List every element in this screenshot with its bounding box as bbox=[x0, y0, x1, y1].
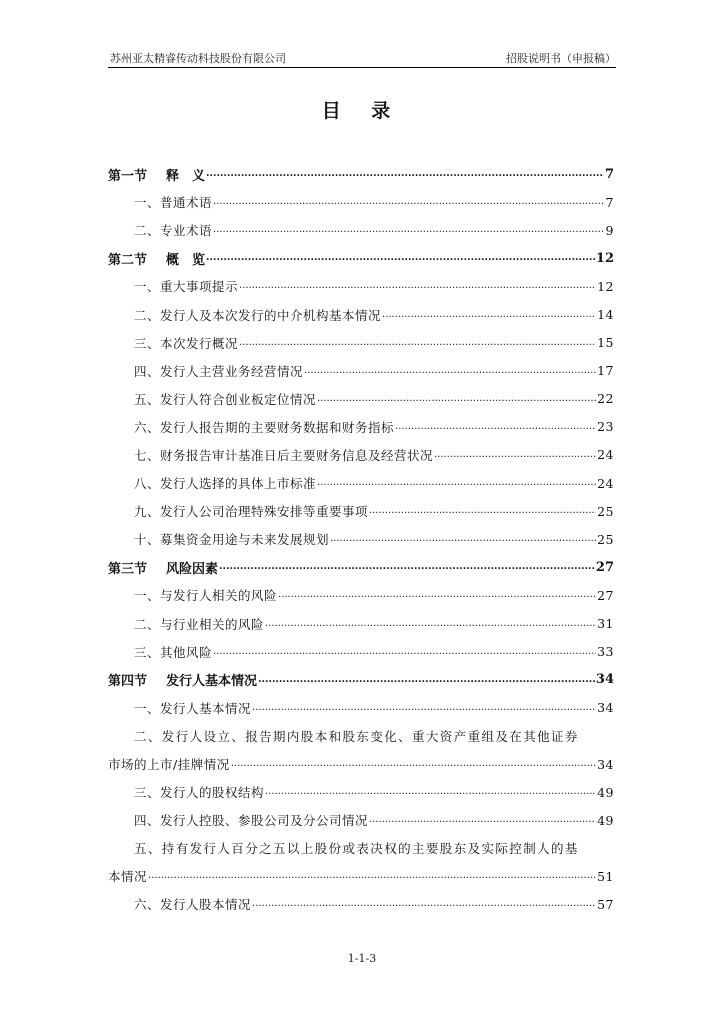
toc-entry-title: 市场的上市/挂牌情况 bbox=[108, 757, 230, 773]
toc-page-number: 57 bbox=[597, 896, 614, 912]
dot-leader bbox=[304, 364, 596, 378]
dot-leader bbox=[239, 336, 596, 350]
toc-page-number: 27 bbox=[595, 559, 614, 575]
toc-entry-title: 十、募集资金用途与未来发展规划 bbox=[134, 532, 330, 548]
toc-entry[interactable] bbox=[108, 188, 614, 216]
dot-leader bbox=[265, 785, 596, 799]
toc-entry-title: 二、与行业相关的风险 bbox=[134, 616, 265, 632]
dot-leader bbox=[369, 504, 596, 518]
toc-page-number: 34 bbox=[597, 756, 614, 772]
dot-leader bbox=[369, 813, 596, 827]
dot-leader bbox=[213, 223, 605, 237]
toc-entry[interactable] bbox=[108, 525, 614, 553]
toc-entry-title: 六、发行人股本情况 bbox=[134, 897, 252, 913]
toc-entry[interactable] bbox=[108, 581, 614, 609]
toc-entry[interactable] bbox=[108, 806, 614, 834]
dot-leader bbox=[382, 308, 596, 322]
toc-entry-title: 三、发行人的股权结构 bbox=[134, 785, 265, 801]
toc-entry[interactable] bbox=[108, 216, 614, 244]
toc-entry[interactable] bbox=[108, 300, 614, 328]
page-header bbox=[108, 50, 616, 66]
toc-entry-title: 释 义 bbox=[166, 168, 206, 184]
toc-page-number: 25 bbox=[597, 503, 614, 519]
toc-page-number: 49 bbox=[597, 784, 614, 800]
toc-page-number: 33 bbox=[597, 644, 614, 660]
toc-entry-title: 三、本次发行概况 bbox=[134, 335, 239, 351]
toc-entry[interactable] bbox=[108, 385, 614, 413]
toc-entry[interactable] bbox=[108, 413, 614, 441]
dot-leader bbox=[206, 167, 604, 181]
toc-section-entry[interactable] bbox=[108, 553, 614, 581]
toc-entry[interactable] bbox=[108, 750, 614, 778]
toc-page-number: 24 bbox=[597, 475, 614, 491]
toc-page-number: 12 bbox=[597, 278, 614, 294]
toc-entry[interactable] bbox=[108, 778, 614, 806]
dot-leader bbox=[434, 448, 596, 462]
toc-entry-title: 四、发行人控股、参股公司及分公司情况 bbox=[134, 813, 369, 829]
dot-leader bbox=[239, 279, 596, 293]
toc-entry[interactable] bbox=[108, 329, 614, 357]
dot-leader bbox=[265, 617, 596, 631]
dot-leader bbox=[317, 392, 596, 406]
toc-entry-title: 四、发行人主营业务经营情况 bbox=[134, 363, 304, 379]
toc-page-number: 14 bbox=[597, 307, 614, 323]
toc-entry[interactable] bbox=[108, 357, 614, 385]
page-number: 1-1-3 bbox=[347, 952, 377, 965]
toc-section-label: 第四节 bbox=[108, 674, 148, 690]
dot-leader bbox=[213, 645, 596, 659]
toc-page-number: 7 bbox=[604, 166, 614, 182]
dot-leader bbox=[252, 897, 596, 911]
toc-entry-title: 二、发行人及本次发行的中介机构基本情况 bbox=[134, 307, 382, 323]
dot-leader bbox=[206, 251, 595, 265]
dot-leader bbox=[258, 673, 595, 687]
toc-entry[interactable] bbox=[108, 890, 614, 918]
toc-entry-title: 风险因素 bbox=[166, 561, 219, 577]
toc-entry-title: 一、发行人基本情况 bbox=[134, 700, 252, 716]
toc-entry[interactable] bbox=[108, 834, 614, 862]
toc-page-number: 51 bbox=[597, 868, 614, 884]
toc-entry-title: 本情况 bbox=[108, 869, 148, 885]
toc-entry-title: 一、重大事项提示 bbox=[134, 279, 239, 295]
toc-entry[interactable] bbox=[108, 272, 614, 300]
toc-entry-title: 二、专业术语 bbox=[134, 223, 213, 239]
header-company-name: 苏州亚太精睿传动科技股份有限公司 bbox=[110, 52, 286, 65]
dot-leader bbox=[278, 588, 596, 602]
toc-entry-title: 九、发行人公司治理特殊安排等重要事项 bbox=[134, 504, 369, 520]
toc-entry[interactable] bbox=[108, 862, 614, 890]
toc-page-number: 25 bbox=[597, 531, 614, 547]
toc-section-label: 第三节 bbox=[108, 561, 148, 577]
toc-page-number: 31 bbox=[597, 616, 614, 632]
toc-entry[interactable] bbox=[108, 497, 614, 525]
toc-entry[interactable] bbox=[108, 722, 614, 750]
header-rule bbox=[108, 67, 616, 68]
toc-page-number: 24 bbox=[597, 447, 614, 463]
toc-entry-title: 三、其他风险 bbox=[134, 644, 213, 660]
toc-page-number: 49 bbox=[597, 812, 614, 828]
toc-page-number: 27 bbox=[597, 587, 614, 603]
toc-page-number: 34 bbox=[595, 672, 614, 688]
toc-section-label: 第二节 bbox=[108, 252, 148, 268]
toc-page-number: 34 bbox=[597, 700, 614, 716]
toc-entry-title: 八、发行人选择的具体上市标准 bbox=[134, 476, 317, 492]
toc-entry-title: 发行人基本情况 bbox=[166, 674, 258, 690]
toc-entry-title: 二、发行人设立、报告期内股本和股东变化、重大资产重组及在其他证券 bbox=[134, 728, 579, 744]
toc-section-entry[interactable] bbox=[108, 244, 614, 272]
dot-leader bbox=[252, 701, 596, 715]
toc-entry[interactable] bbox=[108, 694, 614, 722]
toc-entry[interactable] bbox=[108, 610, 614, 638]
dot-leader bbox=[148, 869, 596, 883]
dot-leader bbox=[213, 195, 605, 209]
toc-page-number: 7 bbox=[605, 194, 614, 210]
toc-page-number: 15 bbox=[597, 335, 614, 351]
toc-section-entry[interactable] bbox=[108, 666, 614, 694]
toc-entry-title: 五、发行人符合创业板定位情况 bbox=[134, 391, 317, 407]
table-of-contents bbox=[108, 160, 614, 919]
toc-entry-title: 七、财务报告审计基准日后主要财务信息及经营状况 bbox=[134, 447, 434, 463]
toc-entry[interactable] bbox=[108, 469, 614, 497]
dot-leader bbox=[219, 560, 595, 574]
toc-page-number: 12 bbox=[595, 250, 614, 266]
toc-entry-title: 五、持有发行人百分之五以上股份或表决权的主要股东及实际控制人的基 bbox=[134, 841, 579, 857]
dot-leader bbox=[317, 476, 596, 490]
dot-leader bbox=[231, 757, 596, 771]
toc-section-entry[interactable] bbox=[108, 160, 614, 188]
page-title: 目 录 bbox=[321, 100, 403, 122]
toc-entry-title: 一、普通术语 bbox=[134, 195, 213, 211]
dot-leader bbox=[395, 420, 596, 434]
dot-leader bbox=[330, 532, 596, 546]
toc-entry[interactable] bbox=[108, 441, 614, 469]
header-document-type: 招股说明书（申报稿） bbox=[506, 52, 616, 65]
toc-entry-title: 一、与发行人相关的风险 bbox=[134, 588, 278, 604]
toc-page-number: 17 bbox=[597, 363, 614, 379]
toc-entry-title: 概 览 bbox=[166, 252, 206, 268]
toc-page-number: 9 bbox=[605, 222, 614, 238]
toc-entry[interactable] bbox=[108, 638, 614, 666]
toc-page-number: 23 bbox=[597, 419, 614, 435]
toc-entry-title: 六、发行人报告期的主要财务数据和财务指标 bbox=[134, 419, 395, 435]
toc-page-number: 22 bbox=[597, 391, 614, 407]
toc-section-label: 第一节 bbox=[108, 168, 148, 184]
